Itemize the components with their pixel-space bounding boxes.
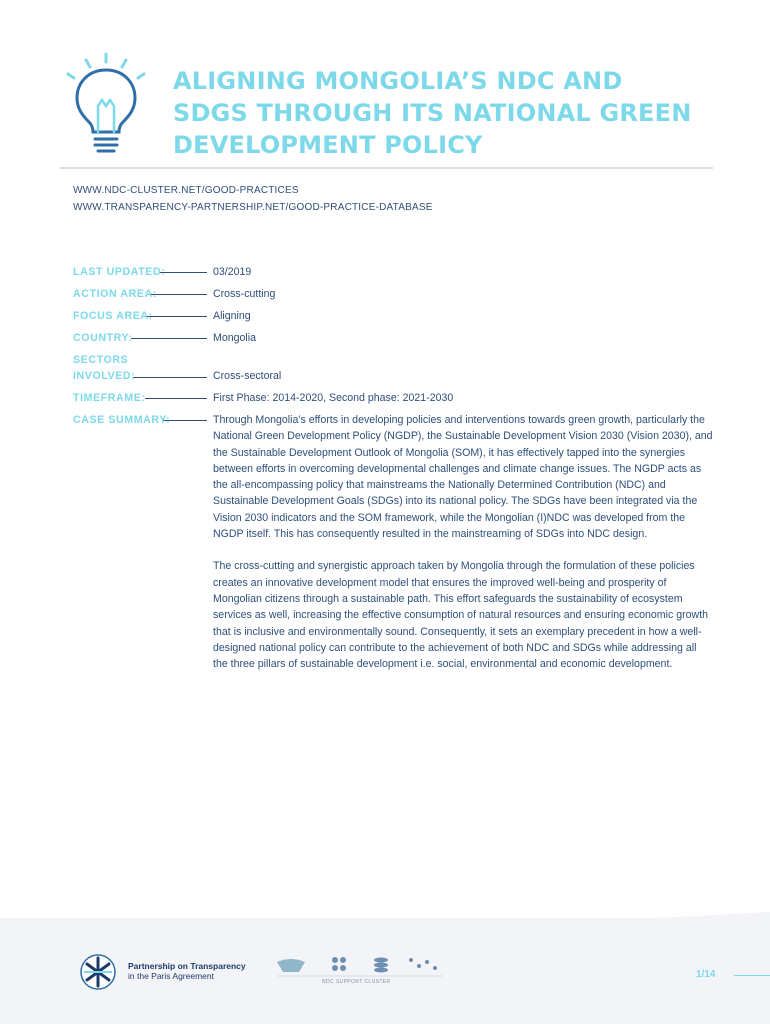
meta-label: FOCUS AREA: <box>73 310 153 322</box>
meta-value: Aligning <box>213 310 251 322</box>
meta-row-focus-area <box>73 308 713 330</box>
page-number: 1/14 <box>696 969 716 980</box>
header-divider <box>60 167 713 169</box>
meta-row-action-area <box>73 286 713 308</box>
meta-label: TIMEFRAME: <box>73 392 146 404</box>
meta-row-case-summary <box>73 412 713 672</box>
transparency-partnership-link[interactable]: WWW.TRANSPARENCY-PARTNERSHIP.NET/GOOD-PRACTICE-DATABASE <box>73 202 433 213</box>
meta-label: COUNTRY: <box>73 332 133 344</box>
meta-value: First Phase: 2014-2020, Second phase: 2021-2030 <box>213 392 454 404</box>
meta-label: ACTION AREA: <box>73 288 157 300</box>
meta-label-line: INVOLVED: <box>73 370 136 383</box>
meta-value: 03/2019 <box>213 266 252 278</box>
meta-label <box>73 352 213 385</box>
links-block <box>73 182 433 216</box>
meta-value: Mongolia <box>213 332 256 344</box>
ppa-logo-icon <box>78 952 118 992</box>
meta-row-country <box>73 330 713 352</box>
header <box>60 48 715 168</box>
meta-label-line: SECTORS <box>73 354 129 366</box>
meta-row-last-updated <box>73 264 713 286</box>
case-summary-text <box>213 412 713 672</box>
summary-paragraph: The cross-cutting and synergistic approach taken by Mongolia through the formulation of these policies creates an innovative development model that ensures the improved well-being and prosperity of Mongolian citizens through a sustainable path. This effort safeguards the sustainability of ecosystem services as well, increasing the effective consumption of natural resources and ensuring economic growth that is inclusive and environmentally sound. Consequently, it sets an exemplary precedent in how a well-designed national policy can contribute to the achievement of both NDC and SDGs while addressing all the three pillars of sustainable development i.e. social, environmental and economic development. <box>213 560 709 671</box>
ppa-line: Partnership on Transparency <box>128 961 246 971</box>
summary-paragraph: Through Mongolia’s efforts in developing policies and interventions towards green growth, particularly the National Green Development Policy (NGDP), the Sustainable Development Vision 2030 (Vision 2030), and the Sustainable Development Outlook of Mongolia (SOM), it has effectively tapped into the synergies between efforts in overcoming developmental challenges and climate change issues. The NGDP acts as the all-encompassing policy that mainstreams the Nationally Determined Contribution (NDC) and Sustainable Development Goals (SDGs) into its national policy. The SDGs have been integrated via the Vision 2030 indicators and the SOM framework, while the Mongolian (I)NDC was developed from the NGDP itself. This has consequently resulted in the mainstreaming of SDGs into NDC design. <box>213 414 713 541</box>
cluster-label: NDC SUPPORT CLUSTER <box>322 979 391 985</box>
meta-value: Cross-cutting <box>213 288 276 300</box>
meta-row-timeframe <box>73 390 713 412</box>
page-title <box>173 65 713 161</box>
metadata-table <box>73 264 713 688</box>
ppa-line: in the Paris Agreement <box>128 971 214 981</box>
page-number-rule <box>734 975 770 976</box>
title-line: SDGS THROUGH ITS NATIONAL GREEN <box>173 99 692 127</box>
title-line: DEVELOPMENT POLICY <box>173 131 483 159</box>
ndc-cluster-link[interactable]: WWW.NDC-CLUSTER.NET/GOOD-PRACTICES <box>73 185 299 196</box>
meta-label: CASE SUMMARY: <box>73 414 171 426</box>
lightbulb-icon <box>60 48 152 160</box>
title-line: ALIGNING MONGOLIA’S NDC AND <box>173 67 623 95</box>
meta-label: LAST UPDATED: <box>73 266 166 278</box>
meta-row-sectors <box>73 352 713 390</box>
ppa-name <box>128 961 246 981</box>
meta-value: Cross-sectoral <box>213 370 282 382</box>
